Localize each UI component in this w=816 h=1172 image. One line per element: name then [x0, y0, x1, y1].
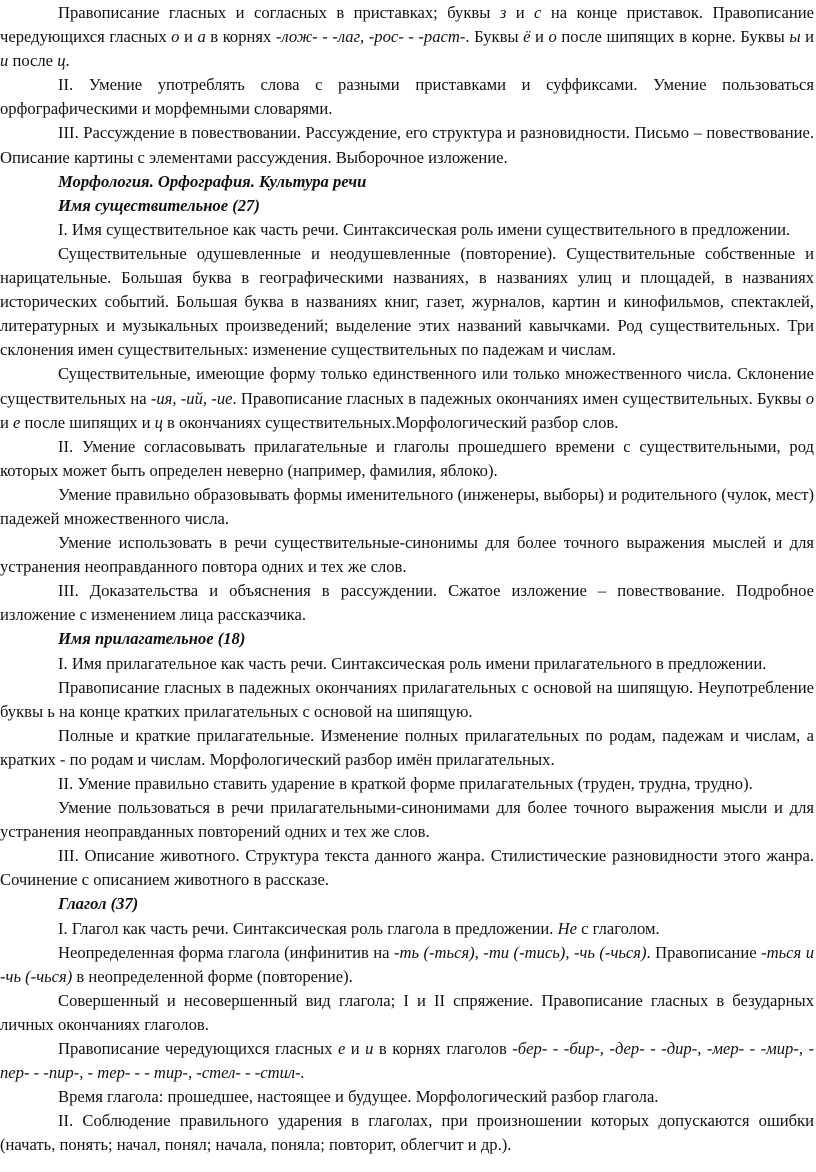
paragraph [0, 218, 814, 242]
italic-run: ы [789, 27, 801, 47]
text-run: III. Доказательства и объяснения в рассуждении. Сжатое изложение – повествование. Подробное изложение с изменением лица рассказчика. [0, 581, 814, 625]
italic-run: ц [57, 51, 66, 71]
italic-run: о [171, 27, 180, 47]
text-run: Неопределенная форма глагола (инфинитив на [58, 942, 394, 962]
italic-run: з [499, 3, 507, 22]
text-run: и [506, 3, 535, 22]
paragraph [0, 941, 814, 989]
italic-run: -ия, -ий, -ие [150, 388, 233, 408]
text-run: Правописание гласных в падежных окончаниях прилагательных с основой на шипящую. Неупотребление буквы ь на конце кратких прилагательных с основой на шипящую. [0, 677, 814, 721]
paragraph [0, 1109, 814, 1157]
paragraph [0, 483, 814, 531]
italic-run: -ть (-ться), -ти (-тись), -чь (-чься) [393, 942, 647, 962]
italic-run: ц [154, 412, 163, 432]
text-run: . [65, 51, 70, 71]
text-run: после шипящих и [20, 412, 155, 432]
paragraph [0, 1, 814, 73]
section-heading [0, 194, 814, 218]
paragraph [0, 844, 814, 892]
text-run: Правописание чередующихся гласных [58, 1039, 338, 1059]
text-run: после шипящих в корне. Буквы [556, 27, 790, 47]
italic-run: -бер- - -бир-, -дер- - -дир-, -мер- - -мир-, - пер- - -пир-, - тер- - - тир-, -стел- - -стил-. [0, 1039, 814, 1083]
paragraph [0, 362, 814, 434]
text-run: в окончаниях существительных.Морфологический разбор слов. [162, 412, 619, 432]
text-run: Существительные, имеющие форму только единственного или только множественного числа. Склонение существительных на [0, 364, 814, 408]
text-run: с глаголом. [576, 918, 660, 938]
text-run: Правописание гласных и согласных в приставках; буквы [58, 3, 500, 22]
paragraph [0, 652, 814, 676]
paragraph [0, 242, 814, 362]
text-run: на конце приставок. Правописание чередующихся гласных [0, 3, 814, 47]
text-run: в корнях [205, 27, 276, 47]
text-run: и [530, 27, 549, 47]
text-run: II. Соблюдение правильного ударения в глаголах, при произношении которых допускаются ошибки (начать, понять; начал, понял; начала, поняла; повторит, облегчит и др.). [0, 1111, 814, 1155]
paragraph [0, 531, 814, 579]
text-run: после [8, 51, 58, 71]
text-run: II. Умение правильно ставить ударение в краткой форме прилагательных (труден, трудна, трудно). [58, 774, 753, 793]
text-run: и [179, 27, 198, 47]
italic-run: е [337, 1039, 346, 1059]
section-heading [0, 892, 814, 916]
italic-run: и [365, 1039, 374, 1059]
paragraph [0, 1037, 814, 1085]
italic-run: и [0, 51, 9, 71]
paragraph [0, 724, 814, 772]
text-run: Существительные одушевленные и неодушевленные (повторение). Существительные собственные и нарицательные. Большая буква в географическими названиях, в названиях улиц и площадей, в названиях исторических событий. Большая буква в названиях книг, газет, журналов, картин и кинофильмов, спектаклей, литературных и музыкальных произведений; выделение этих названий кавычками. Род существительных. Три склонения имен существительных: изменение существительных по падежам и числам. [0, 243, 814, 360]
text-run: в корнях глаголов [373, 1039, 513, 1059]
italic-run: е [13, 412, 21, 432]
paragraph [0, 796, 814, 844]
italic-run: о [548, 27, 557, 47]
text-run: Полные и краткие прилагательные. Изменение полных прилагательных по родам, падежам и числам, а кратких - по родам и числам. Морфологический разбор имён прилагательных. [0, 725, 814, 769]
text-run: . Правописание гласных в падежных окончаниях имен существительных. Буквы [232, 388, 806, 408]
text-run: . Правописание [646, 942, 762, 962]
paragraph [0, 435, 814, 483]
text-run: Имя прилагательное (18) [58, 629, 246, 649]
text-run: Глагол (37) [58, 894, 139, 914]
text-run: Совершенный и несовершенный вид глагола; I и II спряжение. Правописание гласных в безударных личных окончаниях глаголов. [0, 990, 814, 1034]
text-run: I. Имя существительное как часть речи. Синтаксическая роль имени существительного в предложении. [58, 219, 791, 239]
italic-run: а [197, 27, 206, 47]
paragraph [0, 772, 814, 796]
italic-run: ё [523, 27, 531, 47]
text-run: Время глагола: прошедшее, настоящее и будущее. Морфологический разбор глагола. [58, 1087, 659, 1107]
paragraph [0, 73, 814, 121]
text-run: II. Умение согласовывать прилагательные и глаголы прошедшего времени с существительными, род которых может быть определен неверно (например, фамилия, яблоко). [0, 436, 814, 480]
paragraph [0, 121, 814, 169]
text-run: и [0, 412, 14, 432]
italic-run: о [805, 388, 814, 408]
text-run: I. Имя прилагательное как часть речи. Синтаксическая роль имени прилагательного в предложении. [58, 653, 767, 673]
italic-run: Не [557, 918, 577, 938]
paragraph [0, 579, 814, 627]
text-run: III. Рассуждение в повествовании. Рассуждение, его структура и разновидности. Письмо – повествование. Описание картины с элементами рассуждения. Выборочное изложение. [0, 123, 814, 167]
text-run: и [800, 27, 814, 47]
text-run: I. Глагол как часть речи. Синтаксическая роль глагола в предложении. [58, 918, 558, 938]
italic-run: -ться и -чь (-чься) [0, 942, 814, 986]
paragraph [0, 989, 814, 1037]
italic-run: с [534, 3, 542, 22]
text-run: III. Описание животного. Структура текста данного жанра. Стилистические разновидности этого жанра. Сочинение с описанием животного в рассказе. [0, 846, 814, 890]
text-run: в неопределенной форме (повторение). [72, 966, 353, 986]
text-run: Морфология. Орфография. Культура речи [58, 171, 367, 191]
text-run: Умение использовать в речи существительные-синонимы для более точного выражения мыслей и для устранения неоправданного повтора одних и тех же слов. [0, 533, 814, 577]
text-run: Имя существительное (27) [58, 195, 260, 215]
text-run: II. Умение употреблять слова с разными приставками и суффиксами. Умение пользоваться орфографическими и морфемными словарями. [0, 75, 814, 119]
paragraph [0, 917, 814, 941]
text-run: Умение пользоваться в речи прилагательными-синонимами для более точного выражения мысли и для устранения неоправданных повторений одних и тех же слов. [0, 798, 814, 842]
italic-run: -лож- - -лаг, -рос- - -раст- [275, 27, 466, 47]
text-run: . Буквы [465, 27, 524, 47]
section-heading [0, 627, 814, 651]
text-run: и [345, 1039, 366, 1059]
text-run: Умение правильно образовывать формы именительного (инженеры, выборы) и родительного (чулок, мест) падежей множественного числа. [0, 484, 814, 528]
section-heading [0, 170, 814, 194]
paragraph [0, 676, 814, 724]
paragraph [0, 1085, 814, 1109]
